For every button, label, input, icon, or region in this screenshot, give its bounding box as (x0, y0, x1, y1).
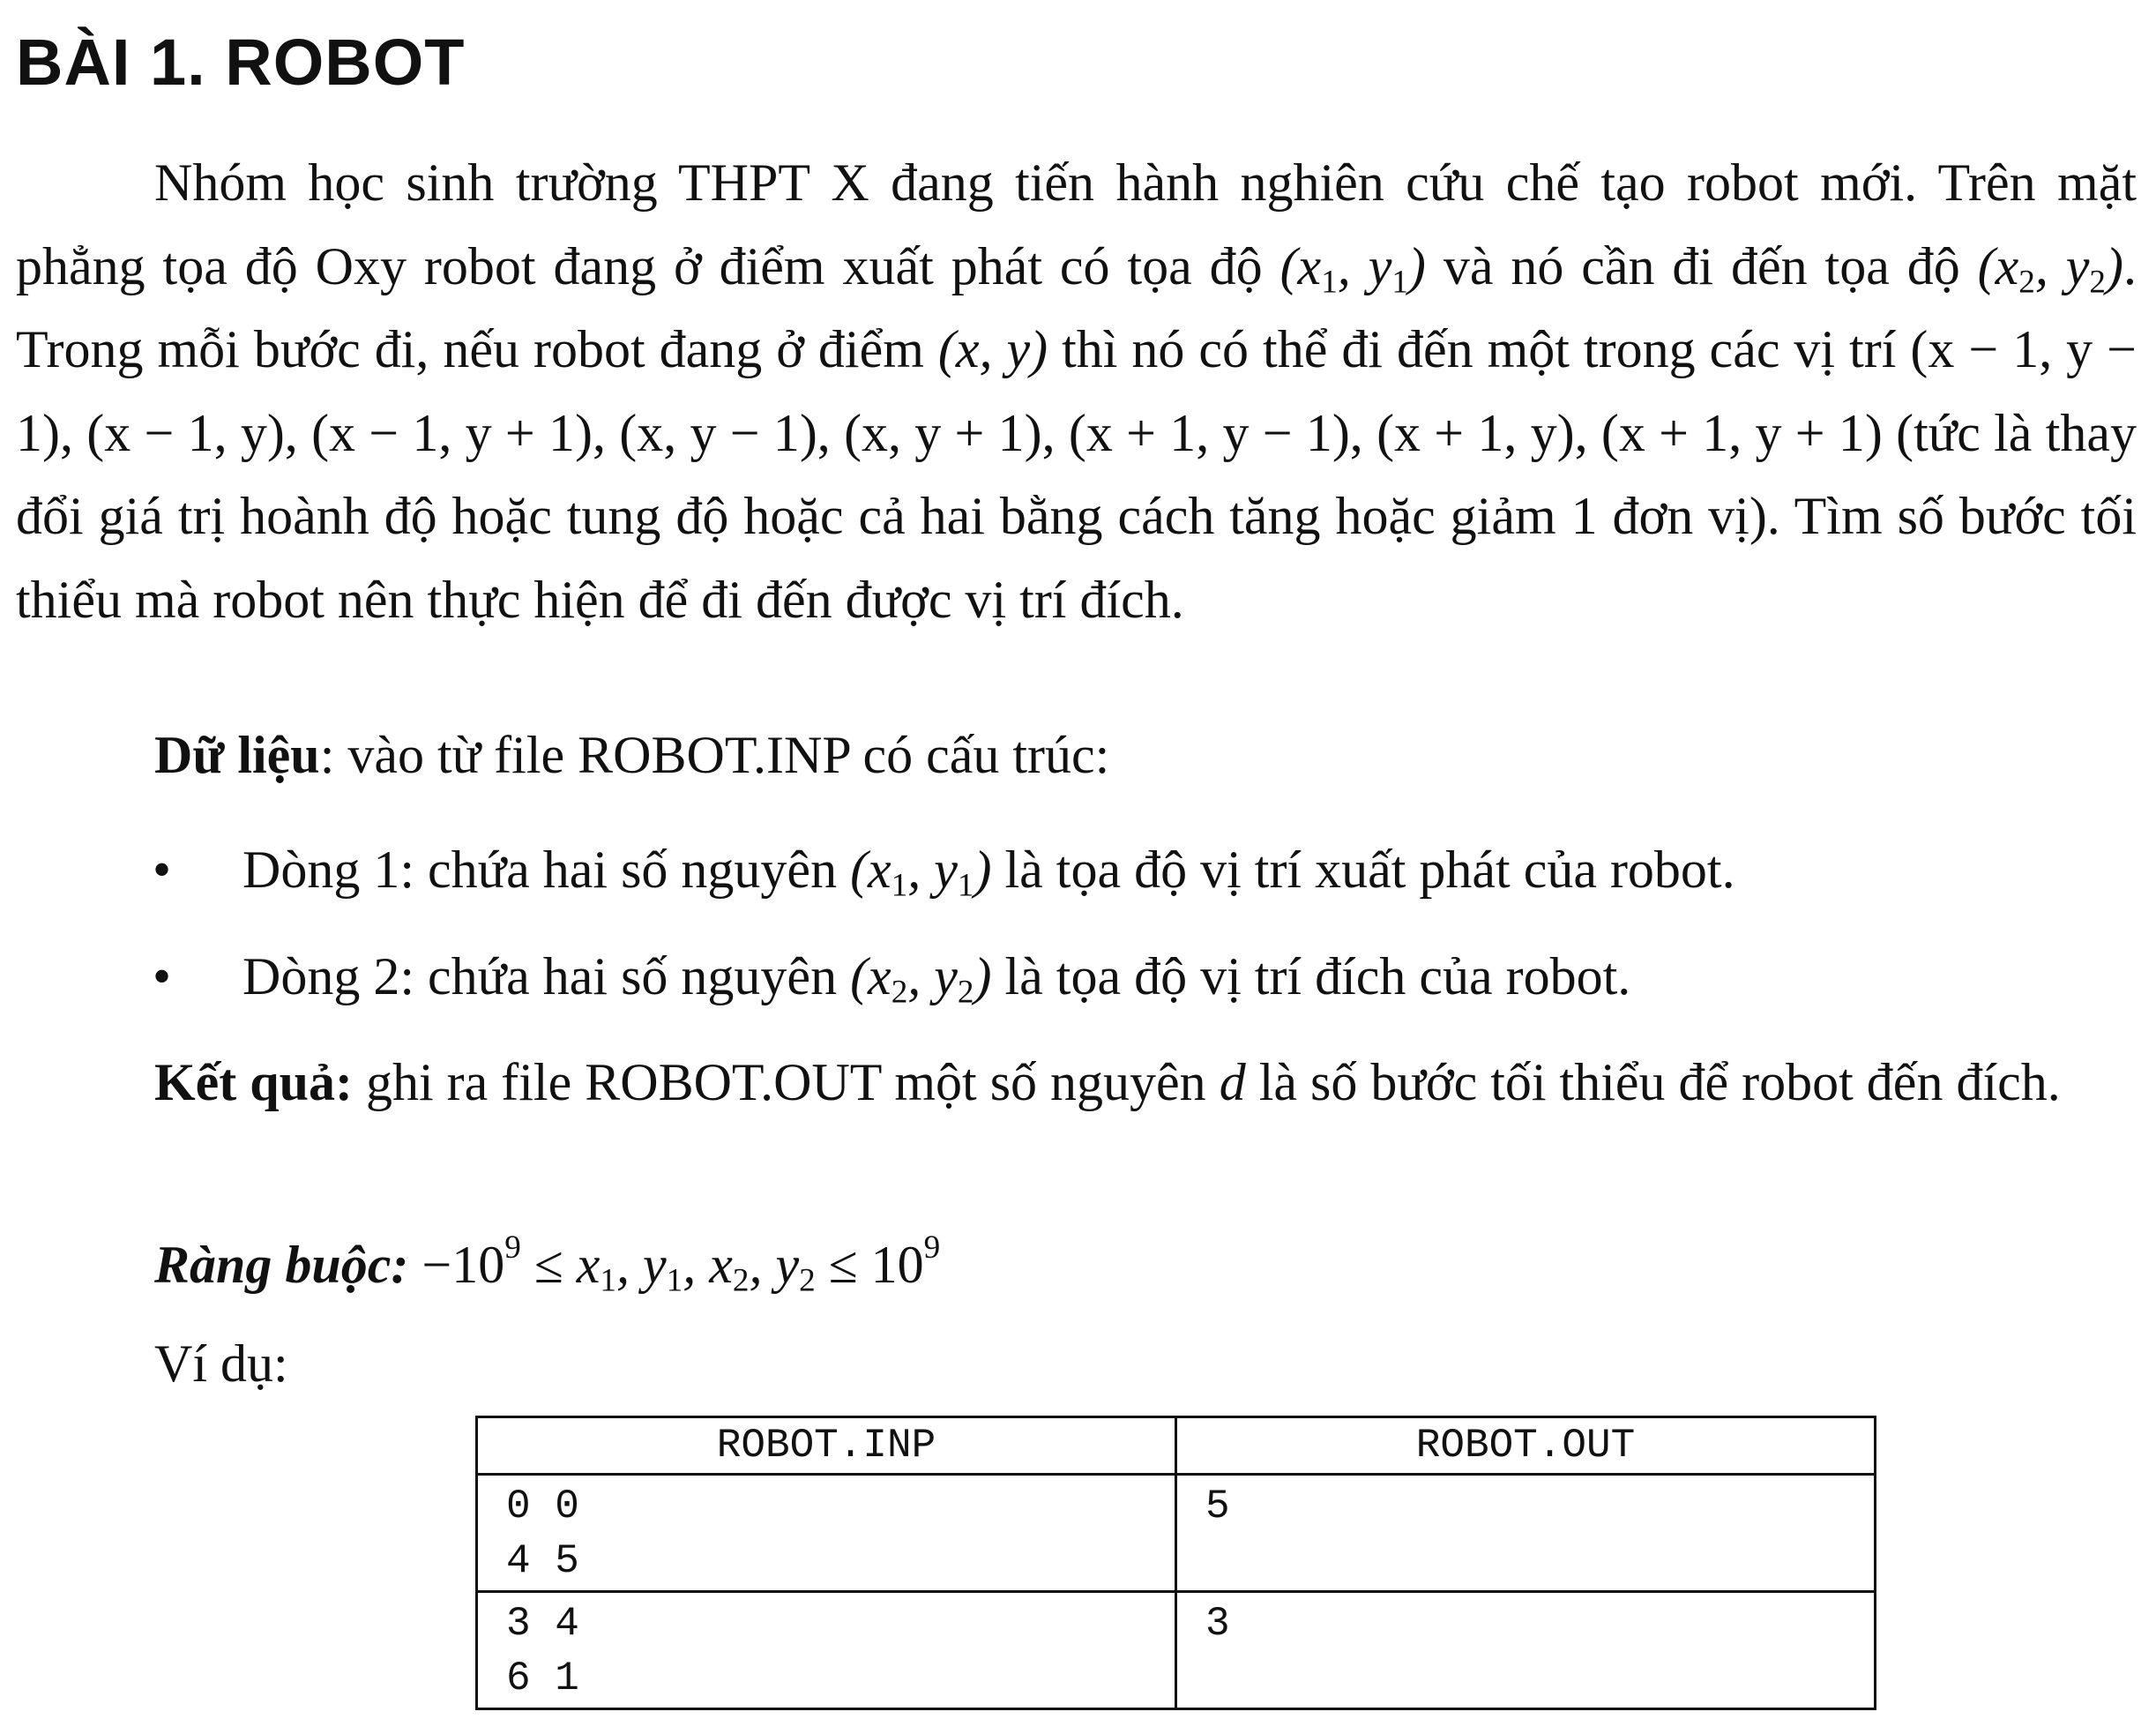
input-line-2 (242, 946, 1631, 1011)
cell-inp: 3 4 6 1 (477, 1592, 1176, 1709)
bullet-text: là tọa độ vị trí xuất phát của robot. (991, 841, 1735, 899)
statement-text: và nó cần đi đến tọa độ (1425, 236, 1978, 295)
example-label: Ví dụ: (154, 1334, 288, 1393)
header-inp: ROBOT.INP (477, 1417, 1176, 1475)
output-text: là số bước tối thiểu để robot đến đích. (1245, 1053, 2061, 1111)
example-table (475, 1416, 1876, 1710)
constraint-label: Ràng buộc: (154, 1236, 409, 1294)
input-text: : vào từ file ROBOT.INP có cấu trúc: (319, 726, 1110, 784)
bullet-text: Dòng 2: chứa hai số nguyên (242, 947, 851, 1005)
output-label: Kết quả: (154, 1053, 353, 1111)
start-coordinate: ($x_1$, $y_1$) (1279, 236, 1426, 300)
problem-statement (16, 141, 2137, 641)
bullet-dot-icon: • (153, 947, 172, 1005)
constraint-line (154, 1229, 941, 1299)
header-out: ROBOT.OUT (1176, 1417, 1876, 1475)
output-variable: d (1219, 1053, 1246, 1111)
target-coordinate: ($x_2$, $y_2$) (850, 947, 992, 1011)
table-row (477, 1592, 1876, 1709)
statement-text: . Trong mỗi bước đi, nếu robot đang ở điểm (16, 236, 2137, 378)
input-heading (154, 725, 1109, 786)
cell-out: 3 (1176, 1592, 1876, 1709)
start-coordinate: ($x_1$, $y_1$) (850, 841, 992, 904)
table-header-row (477, 1417, 1876, 1475)
current-coordinate: (x, y) (937, 320, 1048, 378)
move-positions: (x − 1, y − 1), (x − 1, y), (x − 1, y + 1), (x, y − 1), (x, y + 1), (x + 1, y − 1), (x + 1, y), (x + 1, y + 1) (16, 320, 2137, 462)
statement-text: Nhóm học sinh trường THPT X đang tiến hành nghiên cứu chế tạo robot mới. Trên mặt phẳng tọa độ Oxy robot đang ở điểm xuất phát có tọa độ (16, 153, 2137, 295)
output-text: ghi ra file ROBOT.OUT một số nguyên (353, 1053, 1220, 1111)
table-row (477, 1475, 1876, 1592)
bullet-text: là tọa độ vị trí đích của robot. (991, 947, 1631, 1005)
cell-inp: 0 0 4 5 (477, 1475, 1176, 1592)
constraint-expression: $-10^9 \le x_1$, $y_1$, $x_2$, $y_2 \le 10^9$ (422, 1229, 941, 1299)
target-coordinate: ($x_2$, $y_2$) (1977, 236, 2123, 300)
statement-text: thì nó có thể đi đến một trong các vị trí (1048, 320, 1911, 378)
statement-text: (tức là thay đổi giá trị hoành độ hoặc tung độ hoặc cả hai bằng cách tăng hoặc giảm 1 đơn vị). Tìm số bước tối thiểu mà robot nên thực hiện để đi đến được vị trí đích. (16, 403, 2137, 629)
cell-out: 5 (1176, 1475, 1876, 1592)
problem-title: BÀI 1. ROBOT (16, 26, 466, 99)
input-line-1 (242, 840, 1735, 904)
bullet-dot-icon: • (153, 841, 172, 899)
bullet-text: Dòng 1: chứa hai số nguyên (242, 841, 851, 899)
output-description (154, 1041, 2134, 1125)
input-label: Dữ liệu (154, 726, 320, 784)
